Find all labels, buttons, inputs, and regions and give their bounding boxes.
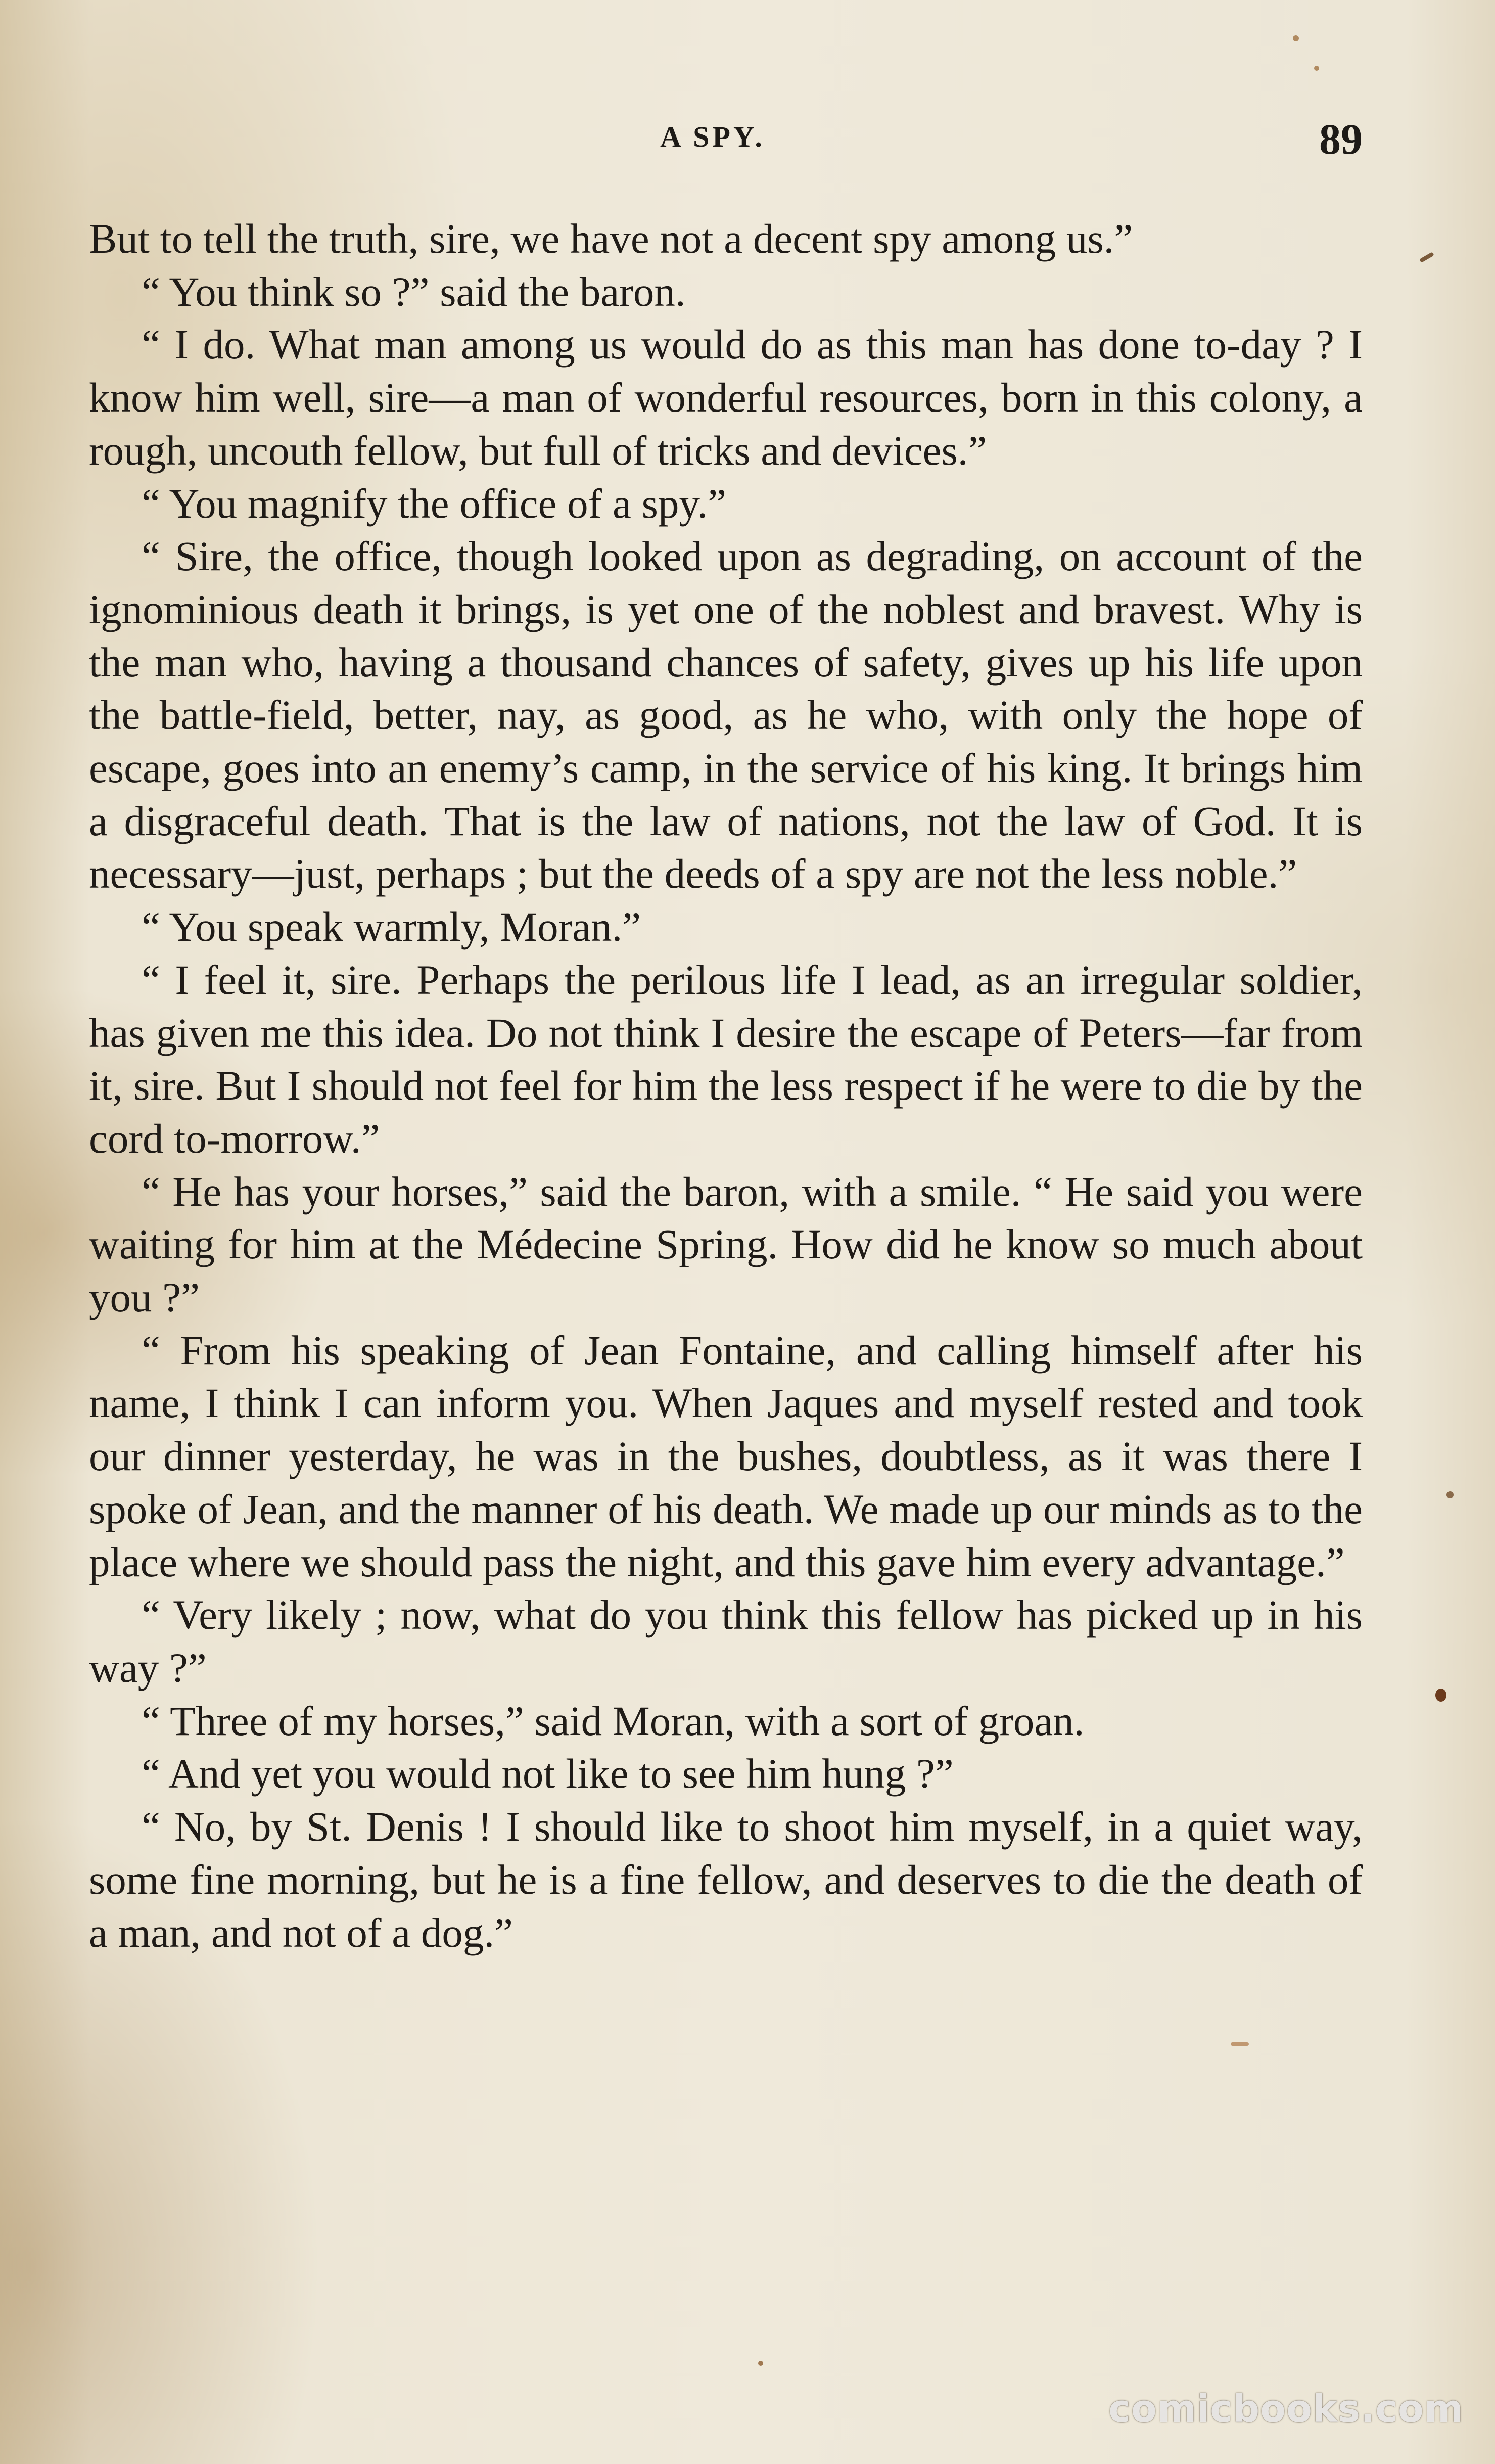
page-header [89,114,1363,169]
running-head: A SPY. [660,120,765,153]
paper-speck [1293,35,1299,41]
paper-speck [1435,1689,1446,1702]
paragraph: “ And yet you would not like to see him hung ?” [142,1750,954,1797]
paper-speck [758,2361,763,2366]
paragraph: But to tell the truth, sire, we have not a decent spy among us.” [89,215,1133,262]
paragraph: “ I do. What man among us would do as this man has done to-day ? I know him well, sire—a man of wonderful resources, born in this colony, a rough, uncouth fellow, but full of tricks and devices.” [89,321,1363,474]
paper-speck [1446,1491,1454,1498]
paragraph: “ You think so ?” said the baron. [142,268,686,315]
paragraph: “ You speak warmly, Moran.” [142,903,641,950]
paragraph: “ Three of my horses,” said Moran, with a sort of groan. [142,1697,1085,1744]
paragraph: “ He has your horses,” said the baron, with a smile. “ He said you were waiting for him at the Médecine Spring. How did he know so much about you ?” [89,1168,1363,1321]
body-text [89,212,1363,1959]
page-number: 89 [1319,115,1363,163]
paper-speck [1419,252,1434,263]
paragraph: “ I feel it, sire. Perhaps the perilous life I lead, as an irregular soldier, has given me this idea. Do not think I desire the escape of Peters—far from it, sire. But I should not feel for him the less respect if he were to die by the cord to-morrow.” [89,956,1363,1162]
paragraph: “ Very likely ; now, what do you think this fellow has picked up in his way ?” [89,1591,1363,1691]
paragraph: “ No, by St. Denis ! I should like to shoot him myself, in a quiet way, some fine morning, but he is a fine fellow, and deserves to die the death of a man, and not of a dog.” [89,1803,1363,1956]
paragraph: “ From his speaking of Jean Fontaine, and calling himself after his name, I think I can inform you. When Jaques and myself rested and took our dinner yesterday, he was in the bushes, doubtless, as it was there I spoke of Jean, and the manner of his death. We made up our minds as to the place where we should pass the night, and this gave him every advantage.” [89,1327,1363,1585]
paper-speck [1314,66,1319,71]
site-watermark: comicbooks.com [1108,2387,1464,2431]
paragraph: “ You magnify the office of a spy.” [142,480,727,527]
paper-speck [1231,2042,1249,2046]
paragraph: “ Sire, the office, though looked upon as degrading, on account of the ignominious death it brings, is yet one of the noblest and bravest. Why is the man who, having a thousand chances of safety, gives up his life upon the battle-field, better, nay, as good, as he who, with only the hope of escape, goes into an enemy’s camp, in the service of his king. It brings him a disgraceful death. That is the law of nations, not the law of God. It is necessary—just, perhaps ; but the deeds of a spy are not the less noble.” [89,533,1363,897]
